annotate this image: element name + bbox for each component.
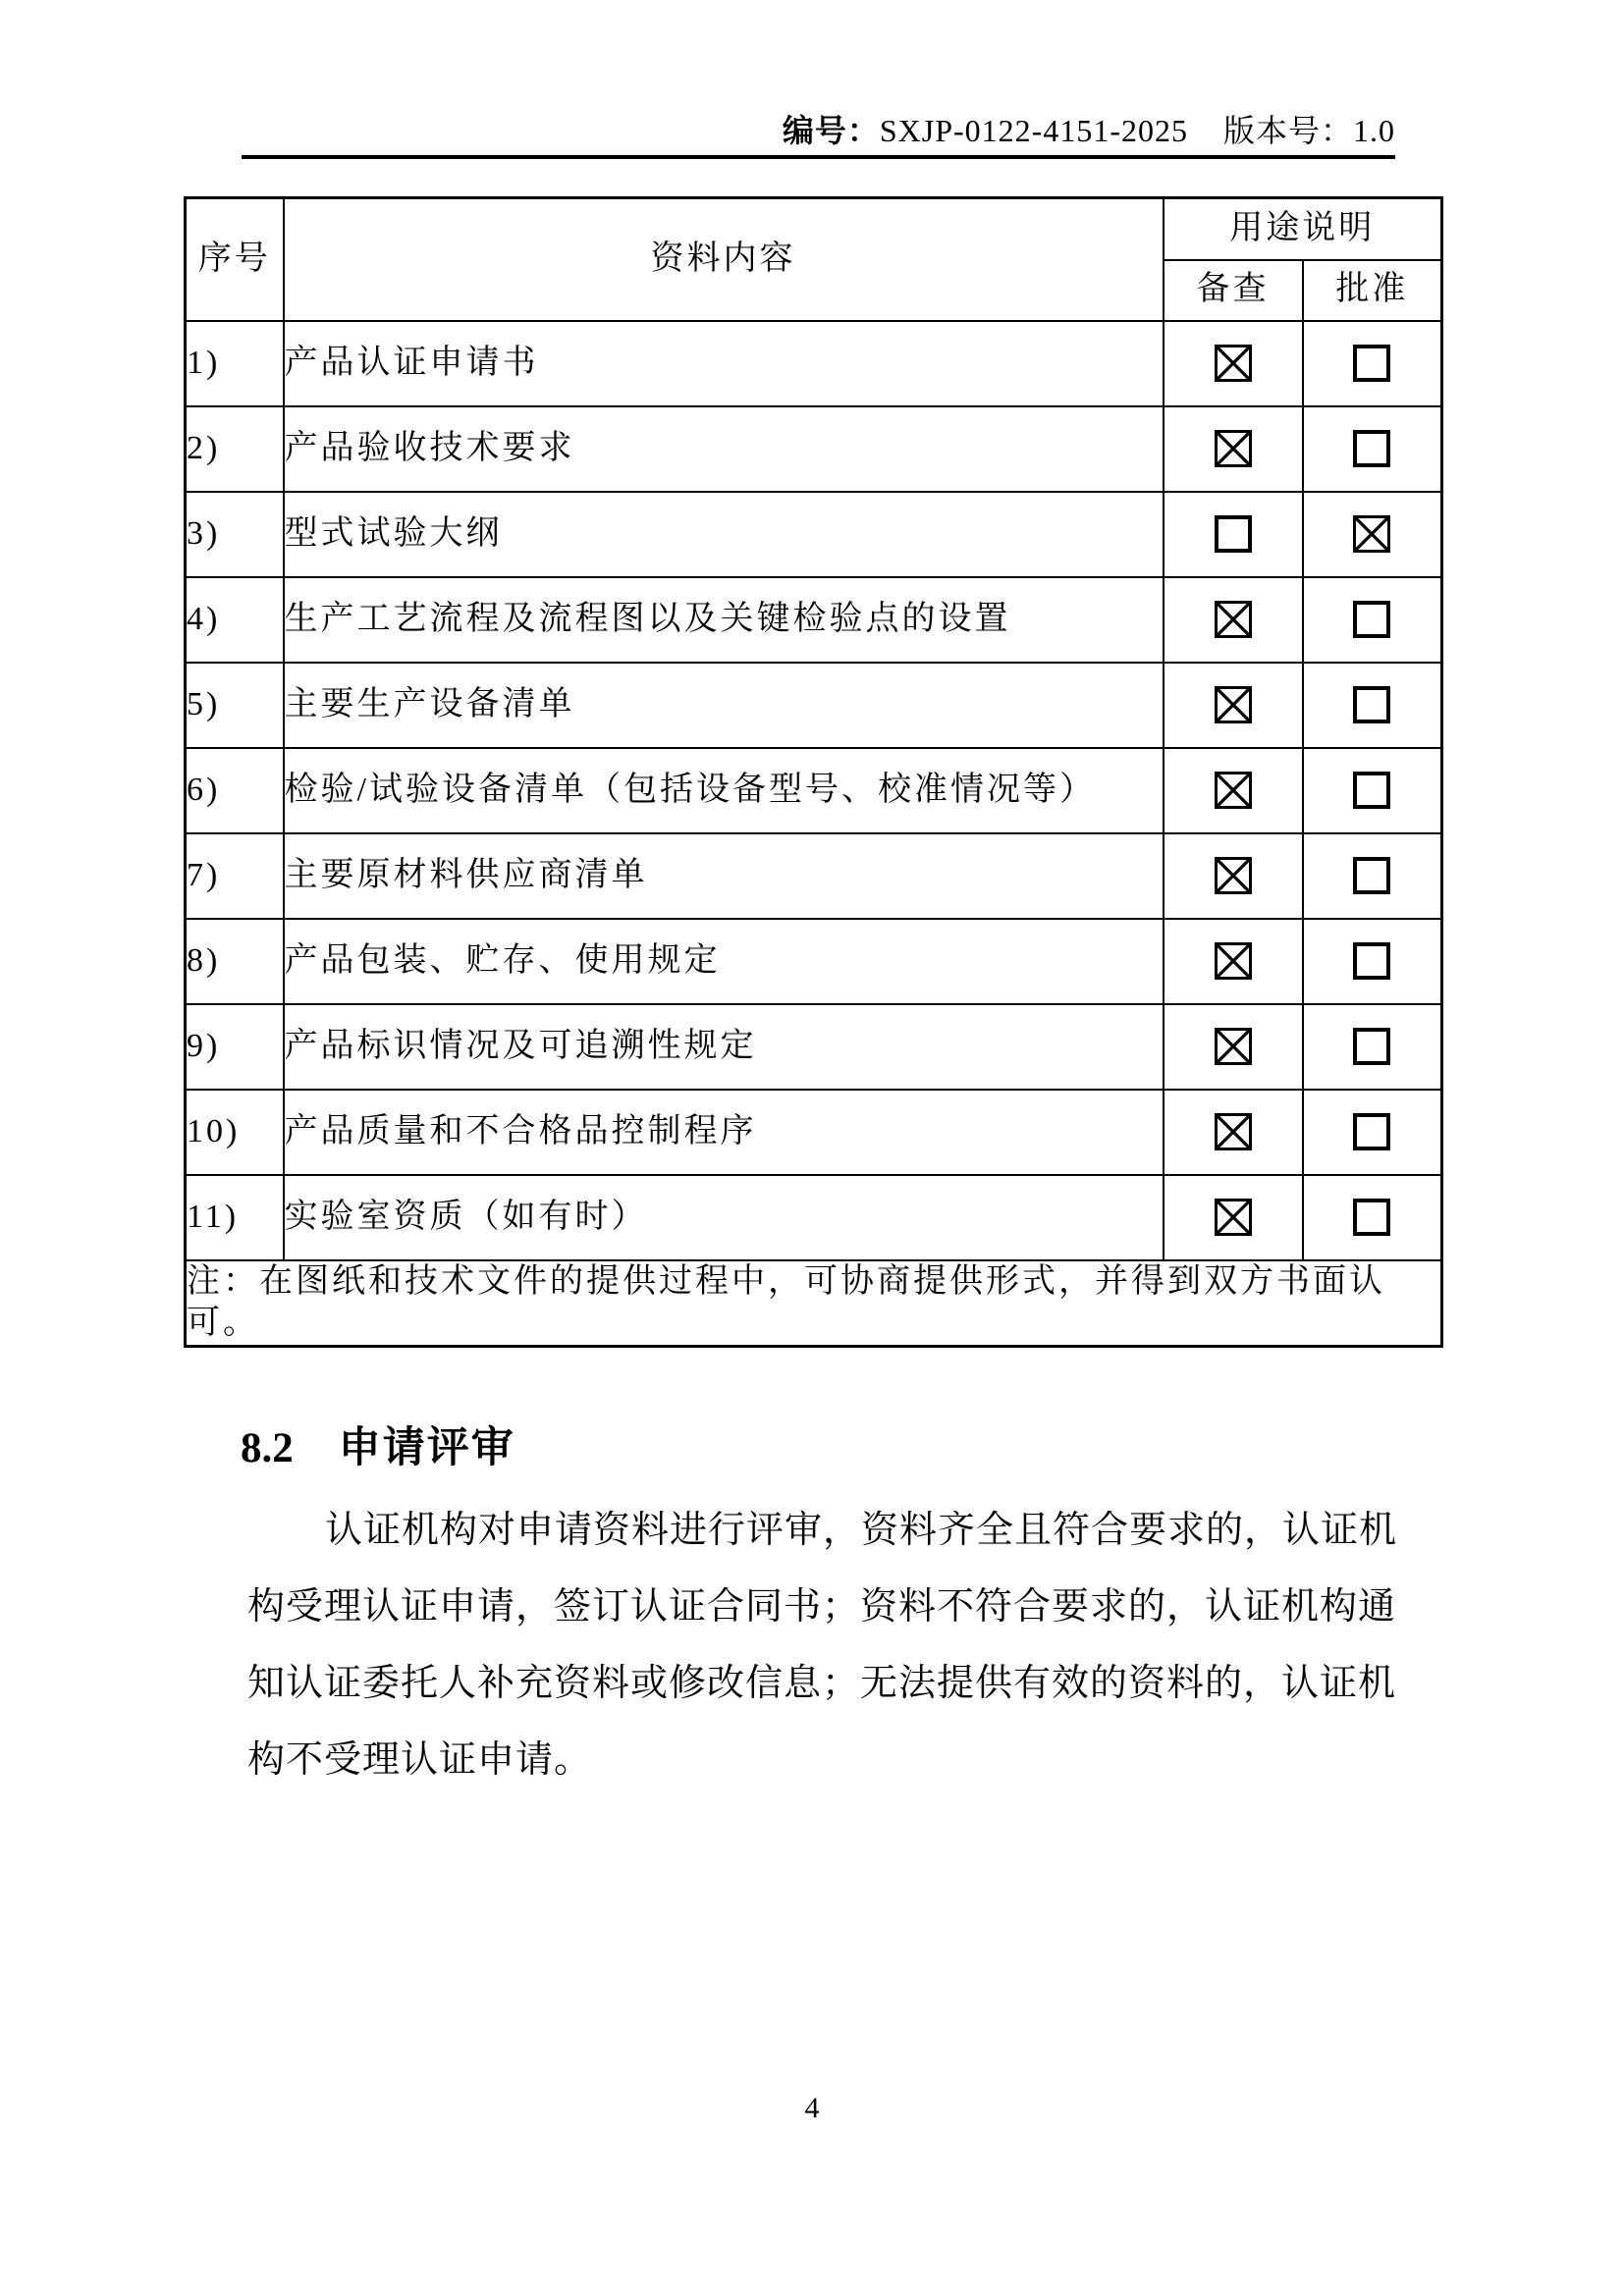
col-header-pizhun: 批准 xyxy=(1303,260,1442,321)
table-row xyxy=(186,919,1442,1004)
header-rule xyxy=(242,155,1395,159)
row-number: 10) xyxy=(186,1090,284,1175)
beicha-checkbox xyxy=(1215,1113,1252,1150)
row-number: 2) xyxy=(186,406,284,492)
pizhun-checkbox xyxy=(1353,1199,1390,1236)
row-number: 4) xyxy=(186,577,284,663)
row-number: 11) xyxy=(186,1175,284,1260)
doc-number-line xyxy=(0,108,1395,153)
table-row xyxy=(186,748,1442,833)
paragraph-line: 构不受理认证申请。 xyxy=(247,1739,593,1781)
row-content: 产品验收技术要求 xyxy=(284,406,1164,492)
page-number: 4 xyxy=(804,2092,820,2124)
col-header-index: 序号 xyxy=(186,198,284,321)
table-note: 注：在图纸和技术文件的提供过程中，可协商提供形式，并得到双方书面认可。 xyxy=(186,1260,1442,1347)
row-number: 8) xyxy=(186,919,284,1004)
row-number: 7) xyxy=(186,833,284,919)
version-value: 1.0 xyxy=(1353,113,1395,148)
table-row xyxy=(186,833,1442,919)
beicha-checkbox xyxy=(1215,430,1252,467)
section-number: 8.2 xyxy=(241,1425,294,1471)
paragraph-line: 认证机构对申请资料进行评审，资料齐全且符合要求的，认证机 xyxy=(325,1510,1398,1551)
row-number: 6) xyxy=(186,748,284,833)
beicha-checkbox xyxy=(1215,601,1252,638)
row-content: 型式试验大纲 xyxy=(284,492,1164,577)
pizhun-checkbox xyxy=(1353,857,1390,894)
col-header-content: 资料内容 xyxy=(284,198,1164,321)
row-content: 检验/试验设备清单（包括设备型号、校准情况等） xyxy=(284,748,1164,833)
pizhun-checkbox xyxy=(1353,345,1390,382)
beicha-checkbox xyxy=(1215,857,1252,894)
row-number: 5) xyxy=(186,663,284,748)
body-paragraph xyxy=(247,1492,1410,1798)
table-row xyxy=(186,406,1442,492)
beicha-checkbox xyxy=(1215,345,1252,382)
pizhun-checkbox xyxy=(1353,430,1390,467)
row-content: 实验室资质（如有时） xyxy=(284,1175,1164,1260)
beicha-checkbox xyxy=(1215,772,1252,809)
col-header-usage: 用途说明 xyxy=(1164,198,1442,260)
row-content: 产品包装、贮存、使用规定 xyxy=(284,919,1164,1004)
section-heading xyxy=(241,1421,515,1476)
row-number: 1) xyxy=(186,321,284,406)
row-content: 产品质量和不合格品控制程序 xyxy=(284,1090,1164,1175)
beicha-checkbox xyxy=(1215,515,1252,553)
pizhun-checkbox xyxy=(1353,515,1390,553)
pizhun-checkbox xyxy=(1353,686,1390,723)
table-row xyxy=(186,321,1442,406)
section-title: 申请评审 xyxy=(338,1425,515,1471)
version-label: 版本号： xyxy=(1222,113,1353,148)
table-row xyxy=(186,492,1442,577)
table-header-row-1 xyxy=(186,198,1442,260)
table-row xyxy=(186,1004,1442,1090)
paragraph-line: 知认证委托人补充资料或修改信息；无法提供有效的资料的，认证机 xyxy=(247,1663,1397,1704)
row-content: 主要生产设备清单 xyxy=(284,663,1164,748)
pizhun-checkbox xyxy=(1353,772,1390,809)
row-content: 产品认证申请书 xyxy=(284,321,1164,406)
pizhun-checkbox xyxy=(1353,1028,1390,1065)
beicha-checkbox xyxy=(1215,686,1252,723)
row-content: 生产工艺流程及流程图以及关键检验点的设置 xyxy=(284,577,1164,663)
table-note-row xyxy=(186,1260,1442,1347)
row-number: 9) xyxy=(186,1004,284,1090)
table-row xyxy=(186,663,1442,748)
pizhun-checkbox xyxy=(1353,942,1390,980)
table-row xyxy=(186,1175,1442,1260)
beicha-checkbox xyxy=(1215,1028,1252,1065)
row-content: 主要原材料供应商清单 xyxy=(284,833,1164,919)
doc-number-value: SXJP-0122-4151-2025 xyxy=(879,113,1188,148)
beicha-checkbox xyxy=(1215,942,1252,980)
paragraph-line: 构受理认证申请，签订认证合同书；资料不符合要求的，认证机构通 xyxy=(247,1586,1397,1628)
table-row xyxy=(186,1090,1442,1175)
pizhun-checkbox xyxy=(1353,1113,1390,1150)
col-header-beicha: 备查 xyxy=(1164,260,1303,321)
row-number: 3) xyxy=(186,492,284,577)
beicha-checkbox xyxy=(1215,1199,1252,1236)
materials-table xyxy=(184,196,1443,1348)
pizhun-checkbox xyxy=(1353,601,1390,638)
table-row xyxy=(186,577,1442,663)
row-content: 产品标识情况及可追溯性规定 xyxy=(284,1004,1164,1090)
doc-number-label: 编号： xyxy=(782,113,880,148)
